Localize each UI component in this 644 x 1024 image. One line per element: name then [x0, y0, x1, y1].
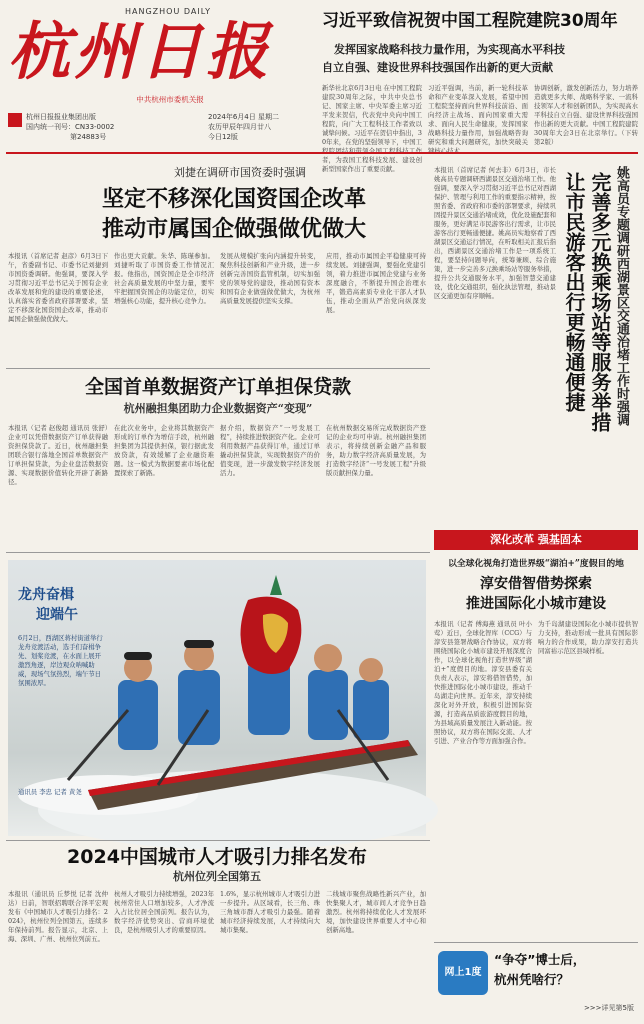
lead-headline: 习近平致信祝贺中国工程院建院30周年	[322, 11, 618, 31]
soe-body-3: 发展从规模扩张向内涵提升转变，聚焦科技创新和产业升级，进一步创新完善国资监管机制，切实加强党的领导党的建设，推动国有资本和国有企业做强做优做大，为杭州高质量发展提供坚实支撑。	[220, 252, 320, 305]
data-asset-body-3: 据介绍，数据资产“一号发展工程”，持续推进数据资产化。企业可利用数据产品获得订单，通过订单撬动担保贷款，实现数据资产的价值变现，进一步激发数字经济发展活力。	[220, 424, 320, 477]
side-body: 本报讯（首席记者 何去非）6月3日，市长姚高员专题调研西湖景区交通治堵工作。他强调，要深入学习贯彻习近平总书记对西湖保护、管理与利用工作的重要指示精神，按照省委、省政府和市委的部署要求，持续巩固提升景区交通治堵成效，优化设施配套和服务，更好满足市民游客出行需求，让市民游客出行更畅通便捷。姚高员实地察看了西湖景区交通运行情况，在听取相关汇报后指出，西湖景区交通治堵工作是一项系统工程，要坚持问题导向，统筹兼顾、综合施策，进一步完善多元换乘场站等服务举措，提升公共交通服务水平，加强智慧交通建设，优化交通组织，强化执法管理，推动景区交通更加有序顺畅。	[434, 166, 556, 300]
section-banner: 深化改革 强基固本	[434, 530, 638, 550]
rule-soe-bottom	[6, 368, 430, 369]
soe-headline-2: 推动市属国企做强做优做大	[101, 217, 366, 242]
masthead-rule	[6, 152, 638, 154]
photo-title-1: 龙舟奋楫	[18, 587, 74, 603]
talent-subheadline: 杭州位列全国第五	[173, 870, 261, 883]
side-headline-1: 完善多元换乘场站等服务举措	[588, 172, 612, 432]
promo-box[interactable]	[434, 942, 638, 1019]
data-asset-body-2: 在此次业务中，企业将其数据资产形成的订单作为增信手段，杭州融担集团为其提供担保，银行据此发放贷款，有效缓解了企业融资难题。这一模式为数据要素市场化配置探索了新路。	[114, 424, 214, 477]
soe-body-1: 本报讯（首席记者 赵彦）6月3日下午，省委副书记、市委书记刘捷到市国资委调研。他强调，要深入学习贯彻习近平总书记关于国有企业改革发展和党的建设的重要论述，认真落实省委省政府部署要求，坚定不移深化国资国企改革，推动市属国企做强做优做大。	[8, 252, 108, 323]
chunan-headline-2: 推进国际化小城市建设	[466, 596, 606, 612]
promo-headline-1: “争夺”博士后，	[494, 952, 586, 967]
data-asset-body-4: 在杭州数据交易所完成数据资产登记的企业均可申请。杭州融担集团表示，将持续创新金融产品和服务，助力数字经济高质量发展，为打造数字经济“一号发展工程”升级版贡献担保力量。	[326, 424, 426, 477]
chunan-headline-1: 淳安借智借势探索	[480, 576, 592, 592]
chunan-body-1: 本报讯（记者 傅海燕 通讯员 叶小莺）近日，全球化智库（CCG）与淳安县签署战略合作协议，双方将围绕国际化小城市建设开展深度合作，以全球化视角打造世界级“湖泊+”度假目的地。淳安县委有关负责人表示，淳安将借智借势，加快推进国际化小城市建设，推动千岛湖走向世界。近年来，淳安持续深化对外开放，积极引进国际资源，打造高品质旅游度假目的地，为县域高质量发展注入新动能。按照协议，双方将在国际交流、人才引进、产业合作等方面加强合作。	[434, 620, 532, 745]
data-asset-body-1: 本报讯（记者 赵俊超 通讯员 张舒）企业可以凭借数据资产订单获得融资担保贷款了。近日，杭州融担集团联合银行落地全国首单数据资产订单担保贷款，为企业盘活数据资源、实现数据价值转化开辟了新路径。	[8, 424, 108, 486]
rule-data-bottom	[6, 552, 430, 553]
page-count: 今日12版	[208, 133, 238, 141]
issn: 国内统一刊号：CN33-0002	[26, 123, 115, 131]
logo-badge	[8, 113, 22, 127]
photo-title-2: 迎端午	[36, 607, 78, 623]
soe-body-4: 应用，推动市属国企平稳健康可持续发展。刘捷强调，要强化党建引领，着力推进市属国企党建与业务深度融合，不断提升国企治理水平，锻造高素质专业化干部人才队伍，推动全面从严治党向纵深发展。	[326, 252, 426, 314]
data-asset-subheadline: 杭州融担集团助力企业数据资产“变现”	[123, 402, 313, 415]
promo-link[interactable]: >>>详见第5版	[583, 1004, 634, 1012]
lead-subheadline-1: 发挥国家战略科技力量作用，为实现高水平科技	[334, 43, 565, 56]
lead-subheadline-2: 自立自强、建设世界科技强国作出新的更大贡献	[322, 61, 553, 74]
photo-credit: 通讯员 李忠 记者 黄尧	[18, 788, 82, 796]
masthead-info	[8, 112, 308, 148]
dragon-boat-photo	[8, 560, 426, 836]
party-organ-label: 中共杭州市委机关报	[136, 95, 204, 104]
masthead-english: HANGZHOU DAILY	[125, 7, 211, 16]
data-asset-headline: 全国首单数据资产订单担保贷款	[84, 376, 351, 398]
soe-body-2: 作出更大贡献。朱华、陈瑾参加。刘捷听取了市国资委工作情况汇报。他指出，国资国企是全市经济社会高质量发展的中坚力量，要牢牢把握国资国企的功能定位，切实增强核心功能，提升核心竞争力。	[114, 252, 214, 305]
promo-logo-text: 网上1度	[444, 967, 482, 978]
chunan-body-2: 为千岛湖建设国际化小城市提供智力支持，推动形成一批具有国际影响力的合作成果，助力淳安打造共同富裕示范区县域样板。	[538, 620, 638, 655]
side-headline-2: 让市民游客出行更畅通便捷	[562, 172, 586, 412]
issue-date: 2024年6月4日 星期二	[208, 113, 279, 121]
promo-logo	[438, 951, 488, 995]
soe-headline-1: 坚定不移深化国资国企改革	[101, 187, 366, 212]
lead-body-left: 新华社北京6月3日电 在中国工程院建院30周年之际，中共中央总书记、国家主席、中央军委主席习近平发来贺信，代表党中央向中国工程院，向广大工程科技工作者致以诚挚问候。习近平在贺信中指出，30年来，在党的坚强领导下，中国工程院团结和带领全国工程科技工作者，为我国工程科技发展、建设创新型国家作出了重要贡献。	[322, 84, 422, 173]
talent-body-1: 本报讯（通讯员 丘梦悦 记者 沈仲达）日前，智联招聘联合泽平宏观发布《中国城市人才吸引力排名：2024》，杭州位列全国第五，连续多年保持前列。报告显示，北京、上海、深圳、广州、杭州位列前五。	[8, 890, 108, 943]
side-kicker: 姚高员专题调研西湖景区交通治堵工作时强调	[614, 166, 629, 426]
rule-photo-bottom	[6, 840, 430, 841]
talent-headline: 2024中国城市人才吸引力排名发布	[67, 846, 367, 868]
issue-number: 第24883号	[70, 133, 107, 141]
talent-body-4: 二线城市聚焦战略性新兴产业，加快集聚人才，城市间人才竞争日趋激烈。杭州将持续优化人才发展环境，加快建设世界重要人才中心和创新高地。	[326, 890, 426, 934]
talent-body-3: 1.6%，显示杭州城市人才吸引力进一步提升。从区域看，长三角、珠三角城市群人才吸引力最强。随着城市经济持续发展，人才持续向大城市集聚。	[220, 890, 320, 934]
lunar-date: 农历甲辰年四月廿八	[208, 123, 271, 131]
masthead-title: 杭州日报	[8, 15, 273, 88]
lead-body-right: 协调创新，激发创新活力，努力培养造就更多大师、战略科学家、一流科技领军人才和创新团队，为实现高水平科技自立自强、建设世界科技强国作出新的更大贡献。中国工程院建院30周年大会3日在北京举行。（下转第2版）	[534, 84, 638, 146]
talent-body-2: 杭州人才吸引力持续增强，2023年杭州常住人口增加较多，人才净流入占比位居全国前列。报告认为，数字经济优势突出、营商环境优良，是杭州吸引人才的重要原因。	[114, 890, 214, 934]
photo-caption: 6月2日，西湖区蒋村街道举行龙舟竞渡活动，选手们奋楫争先、划桨竞渡，在水面上展开激烈角逐，岸边观众呐喊助威，现场气氛热烈，端午节日氛围浓厚。	[18, 634, 103, 687]
soe-kicker: 刘捷在调研市国资委时强调	[174, 166, 306, 179]
publisher: 杭州日报报业集团出版	[26, 113, 96, 121]
chunan-kicker: 以全球化视角打造世界级“湖泊+”度假目的地	[448, 559, 624, 569]
lead-body-mid: 习近平强调，当前，新一轮科技革命和产业变革深入发展，希望中国工程院坚持面向世界科技前沿、面向经济主战场、面向国家重大需求、面向人民生命健康，发挥国家战略科技力量作用，加强战略咨询研究和重大问题研究，加快突破关键核心技术。	[428, 84, 528, 155]
promo-headline-2: 杭州凭啥行？	[494, 972, 570, 987]
